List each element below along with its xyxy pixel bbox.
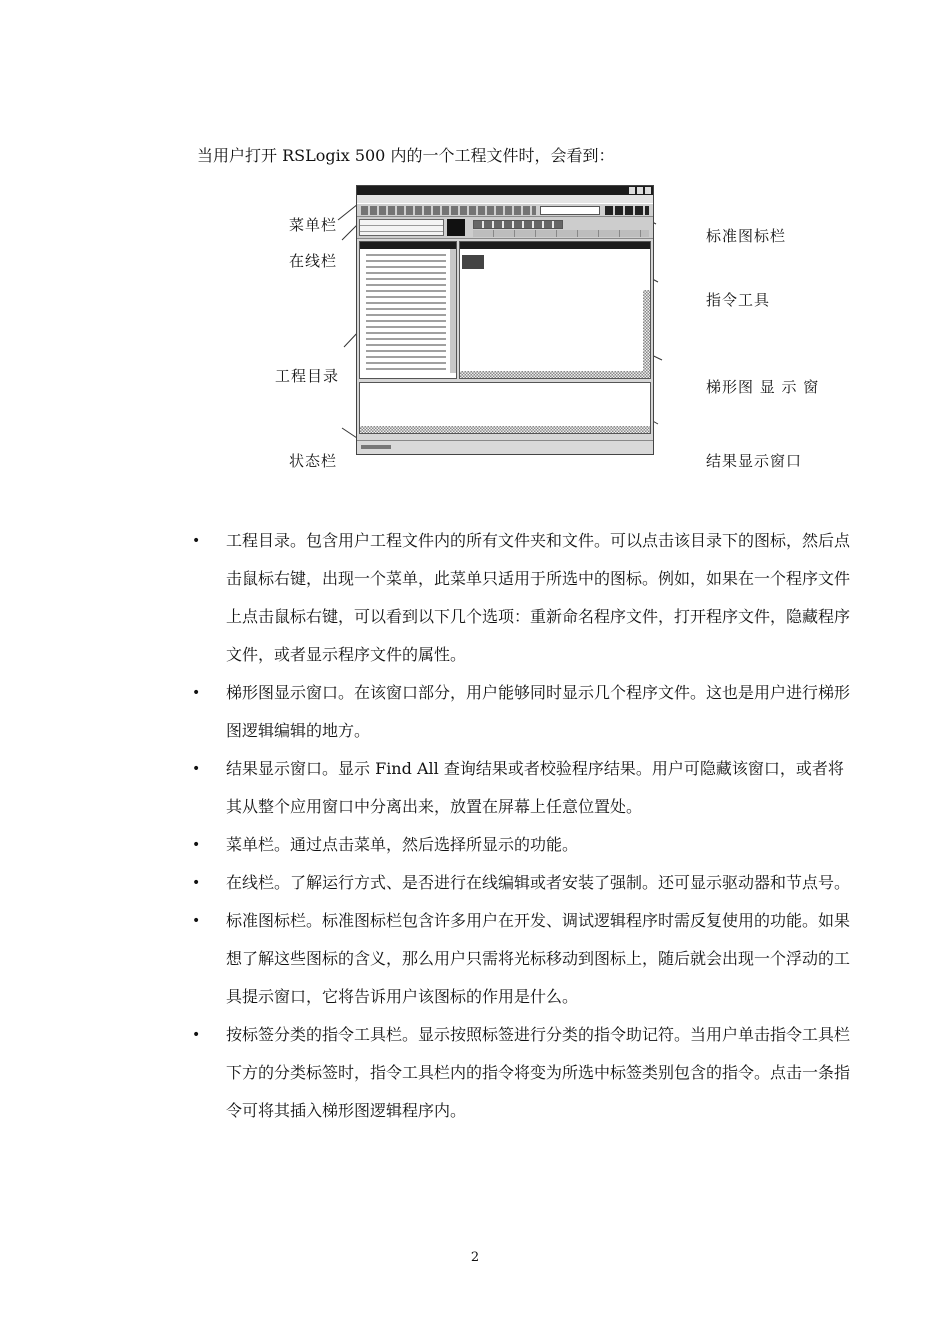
bullet-icon: • <box>192 913 201 929</box>
rslogix-screenshot <box>356 185 654 455</box>
list-item: • 标准图标栏。标准图标栏包含许多用户在开发、调试逻辑程序时需反复使用的功能。如果想了解这些图标的含义，那么用户只需将光标移动到图标上，随后就会出现一个浮动的工具提示窗口，它将告诉用户该图标的作用是什么。 <box>190 902 850 1016</box>
list-item: • 按标签分类的指令工具栏。显示按照标签进行分类的指令助记符。当用户单击指令工具栏下方的分类标签时，指令工具栏内的指令将变为所选中标签类别包含的指令。点击一条指令可将其插入梯形图逻辑程序内。 <box>190 1016 850 1130</box>
bullet-icon: • <box>192 1027 201 1043</box>
callout-status-bar: 状态栏 <box>289 452 338 470</box>
screenshot-online-instruction-bar <box>357 217 653 239</box>
callout-standard-toolbar: 标准图标栏 <box>706 227 787 245</box>
intro-text: 当用户打开 RSLogix 500 内的一个工程文件时，会看到： <box>197 146 615 165</box>
bullet-icon: • <box>192 837 201 853</box>
instruction-tabs <box>473 230 649 237</box>
toolbar-combo <box>540 206 600 215</box>
callout-online-bar: 在线栏 <box>289 252 338 270</box>
callout-ladder-window: 梯形图 显 示 窗 <box>706 378 820 396</box>
screenshot-titlebar <box>357 186 653 195</box>
bullet-icon: • <box>192 875 201 891</box>
list-item: • 结果显示窗口。显示 Find All 查询结果或者校验程序结果。用户可隐藏该窗口，或者将其从整个应用窗口中分离出来，放置在屏幕上任意位置处。 <box>190 750 850 826</box>
screenshot-results-window <box>359 382 651 434</box>
bullet-icon: • <box>192 533 201 549</box>
instruction-toolbar <box>473 220 563 229</box>
toolbar-icons <box>361 206 536 215</box>
bullet-icon: • <box>192 761 201 777</box>
screenshot-standard-toolbar <box>357 203 653 217</box>
list-item: • 梯形图显示窗口。在该窗口部分，用户能够同时显示几个程序文件。这也是用户进行梯形图逻辑编辑的地方。 <box>190 674 850 750</box>
screenshot-ladder-window <box>459 241 651 379</box>
bullet-icon: • <box>192 685 201 701</box>
list-item: • 在线栏。了解运行方式、是否进行在线编辑或者安装了强制。还可显示驱动器和节点号。 <box>190 864 850 902</box>
list-item: • 菜单栏。通过点击菜单，然后选择所显示的功能。 <box>190 826 850 864</box>
online-bar <box>359 219 444 236</box>
ladder-rung <box>462 255 484 269</box>
callout-menubar: 菜单栏 <box>289 216 338 234</box>
screenshot-status-bar <box>357 440 653 454</box>
callout-results-window: 结果显示窗口 <box>706 452 803 470</box>
key-icon <box>447 219 465 236</box>
callout-instruction-toolbar: 指令工具 <box>706 291 771 309</box>
screenshot-menubar <box>357 195 653 203</box>
toolbar-icons-right <box>605 206 649 215</box>
screenshot-project-tree <box>359 241 457 379</box>
bullet-list <box>190 522 850 1130</box>
callout-project-tree: 工程目录 <box>275 367 340 385</box>
list-item: • 工程目录。包含用户工程文件内的所有文件夹和文件。可以点击该目录下的图标，然后点击鼠标右键，出现一个菜单，此菜单只适用于所选中的图标。例如，如果在一个程序文件上点击鼠标右键，可以看到以下几个选项：重新命名程序文件，打开程序文件，隐藏程序文件，或者显示程序文件的属性。 <box>190 522 850 674</box>
page-number: 2 <box>470 1250 480 1265</box>
window-buttons-icon <box>629 187 651 194</box>
